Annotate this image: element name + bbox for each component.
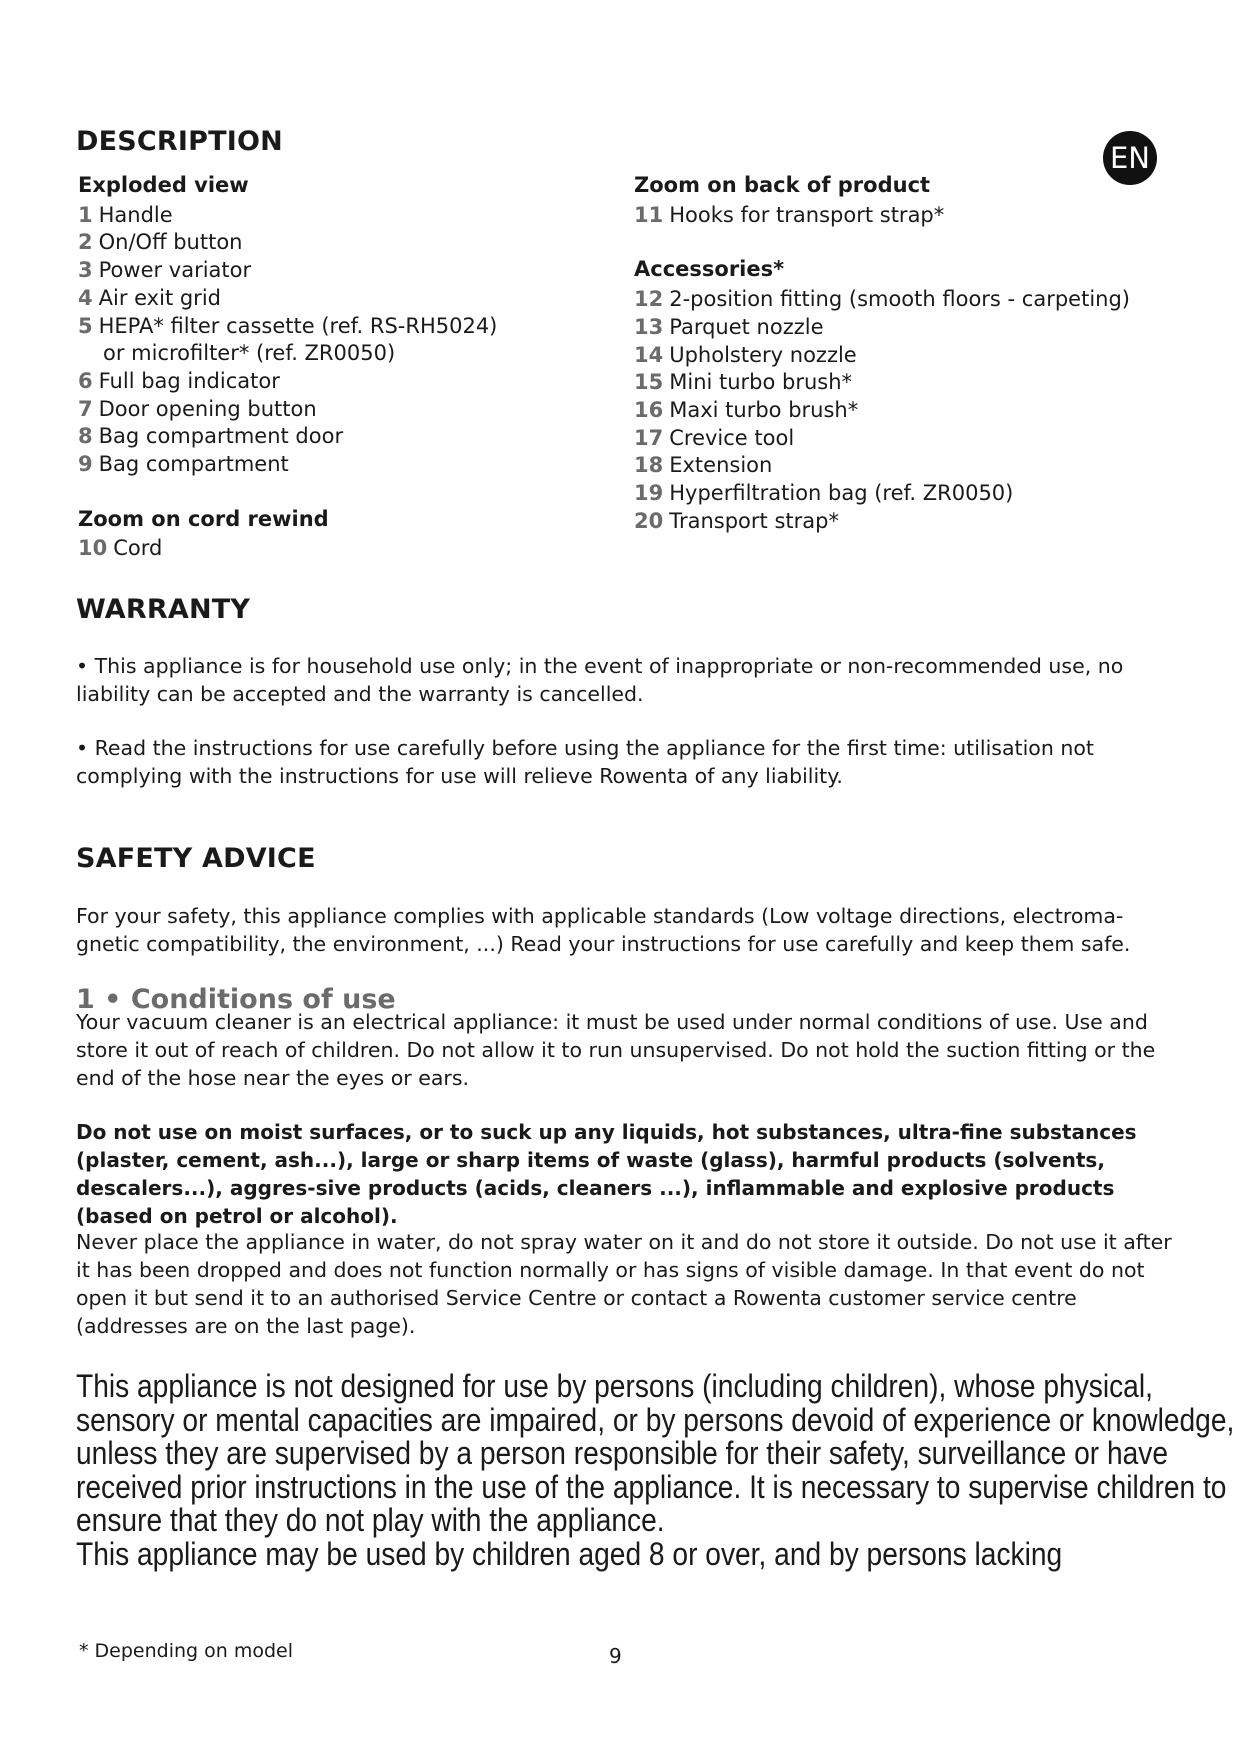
item-number: 18: [634, 453, 664, 478]
item-label: Power variator: [98, 258, 252, 283]
list-item: [78, 257, 497, 285]
item-label: Maxi turbo brush*: [669, 397, 859, 422]
large-print-paragraph-1: This appliance is not designed for use by persons (including children), whose physical, sensory or mental capacities are impaired, or by persons devoid of experience or knowledge, unless they are supervised by a person responsible for their safety, surveillance or have received prior instructions in the use of the appliance. It is necessary to supervise children to ensure that they do not play with the appliance.: [76, 1368, 1235, 1538]
list-item: [634, 342, 1130, 370]
item-label: Bag compartment: [98, 452, 289, 477]
item-label: Hyperfiltration bag (ref. ZR0050): [669, 481, 1014, 506]
item-number: 4: [78, 285, 93, 310]
item-number: 1: [78, 202, 93, 227]
item-number: 16: [634, 397, 664, 422]
conditions-paragraph-1: Your vacuum cleaner is an electrical appliance: it must be used under normal conditions of use. Use and store it out of reach of children. Do not allow it to run unsupervised. Do not hold the suction fitting or the end of the hose near the eyes or ears.: [76, 1010, 1156, 1090]
item-number: 7: [78, 396, 93, 421]
item-label: Door opening button: [98, 396, 317, 421]
item-label: Air exit grid: [98, 285, 221, 310]
description-heading: DESCRIPTION: [76, 126, 283, 157]
warranty-paragraph-2: • Read the instructions for use carefully before using the appliance for the first time: utilisation not complying with the instructions for use will relieve Rowenta of any liability.: [76, 736, 1094, 788]
footnote: * Depending on model: [79, 1640, 294, 1662]
description-left-column: [78, 172, 497, 563]
list-item: [634, 508, 1130, 536]
list-item: [634, 452, 1130, 480]
large-print-section: [76, 1370, 1236, 1571]
list-item: [78, 202, 497, 230]
item-label: Crevice tool: [669, 425, 795, 450]
item-label: Transport strap*: [669, 508, 839, 533]
accessories-title: Accessories*: [634, 257, 785, 282]
item-label: Handle: [98, 202, 173, 227]
list-item: [78, 368, 497, 396]
accessories-list: [634, 286, 1130, 535]
item-label: HEPA* filter cassette (ref. RS-RH5024): [98, 313, 498, 338]
item-label: Upholstery nozzle: [669, 342, 857, 367]
list-item: [634, 286, 1130, 314]
large-print-paragraph-2: This appliance may be used by children aged 8 or over, and by persons lacking: [76, 1535, 1063, 1572]
item-number: 9: [78, 452, 93, 477]
item-label: On/Off button: [98, 230, 243, 255]
item-label: Full bag indicator: [98, 368, 280, 393]
item-number: 20: [634, 508, 664, 533]
item-number: 15: [634, 370, 664, 395]
item-label: Bag compartment door: [98, 424, 344, 449]
list-item: [78, 396, 497, 424]
item-number: 17: [634, 425, 664, 450]
list-item: [634, 425, 1130, 453]
item-number: 10: [78, 536, 108, 561]
item-number: 11: [634, 202, 664, 227]
list-item: [634, 314, 1130, 342]
description-right-column: [634, 172, 1130, 535]
item-number: 19: [634, 481, 664, 506]
item-label: Hooks for transport strap*: [669, 202, 945, 227]
exploded-view-list: [78, 202, 497, 479]
item-label: Mini turbo brush*: [669, 370, 853, 395]
back-of-product-list: [634, 202, 1130, 230]
list-item: [78, 285, 497, 313]
conditions-warning-bold: Do not use on moist surfaces, or to suck up any liquids, hot substances, ultra-fine substances (plaster, cement, ash...), large or sharp items of waste (glass), harmful products (solvents, descalers...), aggres-sive products (acids, cleaners ...), inflammable and explosive products (based on petrol or alcohol).: [76, 1120, 1137, 1228]
list-item: [78, 229, 497, 257]
item-number: 3: [78, 258, 93, 283]
list-item: [78, 451, 497, 479]
item-number: 13: [634, 314, 664, 339]
conditions-of-use-heading: 1 • Conditions of use: [76, 984, 396, 1015]
list-item: [634, 202, 1130, 230]
language-badge: EN: [1103, 131, 1157, 185]
item-label: Cord: [113, 536, 163, 561]
item-number: 2: [78, 230, 93, 255]
conditions-paragraph-2: Never place the appliance in water, do not spray water on it and do not store it outside. Do not use it after it has been dropped and does not function normally or has signs of visible damage. In that event do not open it but send it to an authorised Service Centre or contact a Rowenta customer service centre (addresses are on the last page).: [76, 1230, 1172, 1338]
list-item: [78, 423, 497, 451]
warranty-heading: WARRANTY: [76, 594, 251, 625]
item-label-continued: or microfilter* (ref. ZR0050): [103, 341, 396, 366]
back-of-product-title: Zoom on back of product: [634, 173, 931, 197]
cord-rewind-list: [78, 535, 497, 563]
item-label: 2-position fitting (smooth floors - carpeting): [669, 287, 1131, 312]
item-label: Extension: [669, 453, 773, 478]
list-item: [634, 397, 1130, 425]
item-number: 6: [78, 368, 93, 393]
item-number: 5: [78, 313, 93, 338]
item-number: 14: [634, 342, 664, 367]
item-label: Parquet nozzle: [669, 314, 824, 339]
safety-heading: SAFETY ADVICE: [76, 843, 316, 874]
list-item: [78, 313, 497, 341]
list-item: [634, 480, 1130, 508]
list-item: [78, 535, 497, 563]
safety-intro: For your safety, this appliance complies with applicable standards (Low voltage directions, electroma-gnetic compatibility, the environment, ...) Read your instructions for use carefully and keep them safe.: [76, 904, 1131, 956]
page-number: 9: [609, 1644, 622, 1668]
item-number: 12: [634, 287, 664, 312]
cord-rewind-title: Zoom on cord rewind: [78, 506, 329, 531]
list-item: [634, 369, 1130, 397]
warranty-paragraph-1: • This appliance is for household use only; in the event of inappropriate or non-recommended use, no liability can be accepted and the warranty is cancelled.: [76, 654, 1124, 706]
item-number: 8: [78, 424, 93, 449]
exploded-view-title: Exploded view: [78, 173, 249, 197]
